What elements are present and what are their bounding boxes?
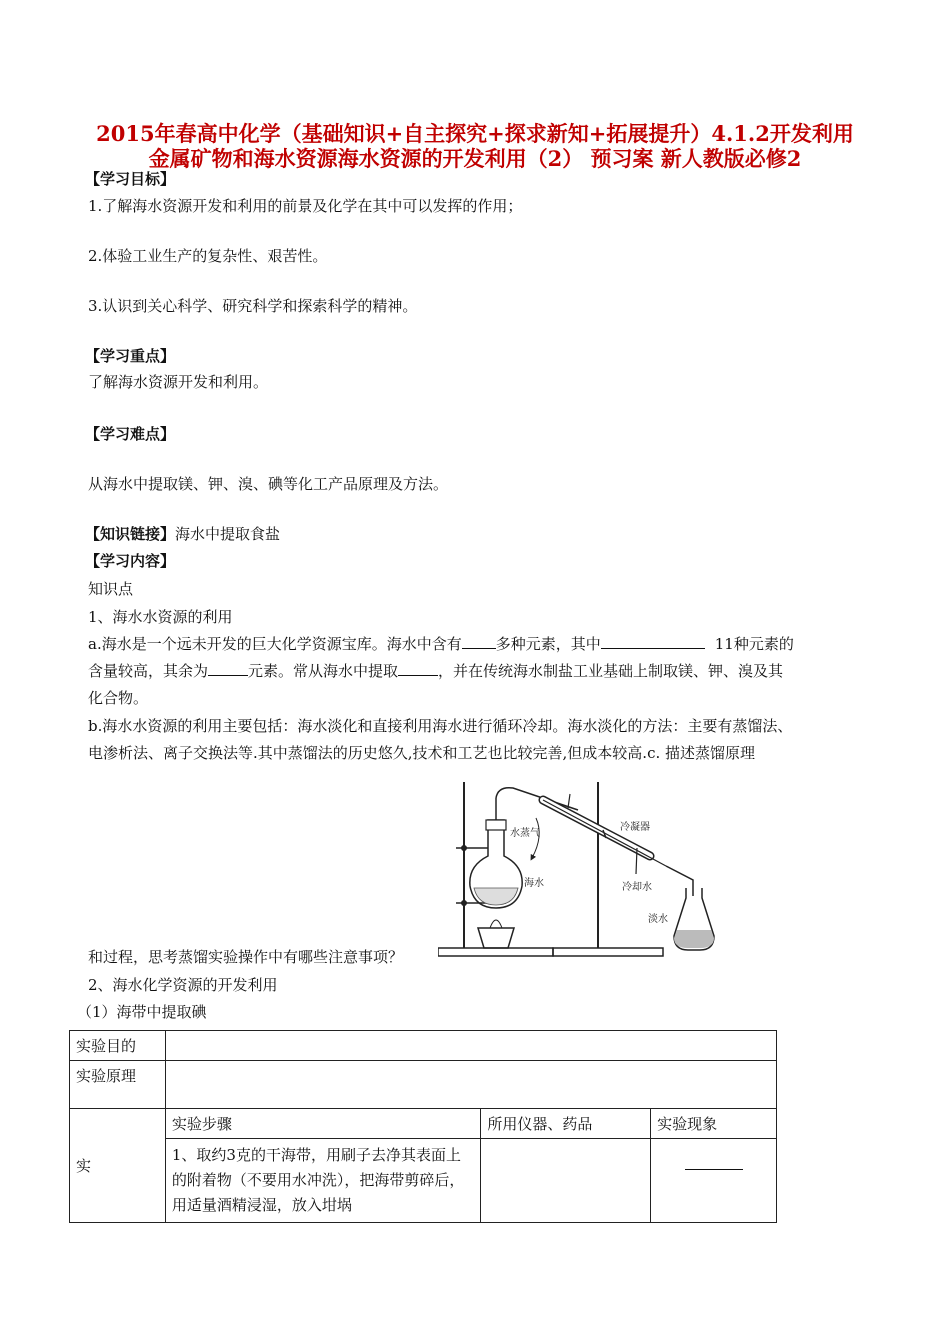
column-header-steps: 实验步骤 xyxy=(165,1109,480,1139)
table-row xyxy=(70,1061,777,1109)
table-row xyxy=(70,1031,777,1061)
principle-cell[interactable] xyxy=(165,1061,776,1109)
difficulty-text: 从海水中提取镁、钾、溴、碘等化工产品原理及方法。 xyxy=(88,475,449,493)
fill-blank[interactable] xyxy=(601,634,705,649)
paragraph-a-line-1: a.海水是一个远未开发的巨大化学资源宝库。海水中含有 多种元素，其中 11种元素的 xyxy=(88,635,794,653)
label-water-vapor: 水蒸气 xyxy=(510,828,540,839)
paragraph-a-line-2: 含量较高，其余为 元素。常从海水中提取 ，并在传统海水制盐工业基础上制取镁、钾、溴及其 xyxy=(88,662,784,680)
paragraph-b-line-2: 电渗析法、离子交换法等.其中蒸馏法的历史悠久,技术和工艺也比较完善,但成本较高.c. 描述蒸馏原理 xyxy=(88,744,756,762)
section-2-title: 2、海水化学资源的开发利用 xyxy=(88,976,278,994)
goal-item: 2.体验工业生产的复杂性、艰苦性。 xyxy=(88,247,328,265)
paragraph-a-line-3: 化合物。 xyxy=(88,689,149,707)
row-label-purpose: 实验目的 xyxy=(70,1031,166,1061)
focus-text: 了解海水资源开发和利用。 xyxy=(88,373,269,391)
fill-blank[interactable] xyxy=(462,634,496,649)
focus-heading: 【学习重点】 xyxy=(85,347,176,365)
link-text: 海水中提取食盐 xyxy=(175,525,281,543)
knowledge-point-label: 知识点 xyxy=(88,580,134,598)
difficulty-heading: 【学习难点】 xyxy=(85,425,176,443)
purpose-cell[interactable] xyxy=(165,1031,776,1061)
distillation-apparatus-diagram xyxy=(438,778,720,962)
row-label-principle: 实验原理 xyxy=(70,1061,166,1109)
label-seawater: 海水 xyxy=(524,878,544,889)
document-title-line-1: 2015年春高中化学（基础知识+自主探究+探求新知+拓展提升）4.1.2开发利用 xyxy=(96,121,854,146)
goal-item: 3.认识到关心科学、研究科学和探索科学的精神。 xyxy=(88,297,418,315)
knowledge-link xyxy=(85,524,280,544)
goals-heading: 【学习目标】 xyxy=(85,170,176,188)
table-row xyxy=(70,1109,777,1139)
equipment-cell[interactable] xyxy=(481,1139,651,1223)
table-row xyxy=(70,1139,777,1223)
label-fresh-water: 淡水 xyxy=(648,914,668,925)
label-condenser: 冷凝器 xyxy=(620,822,650,833)
paragraph-b-line-1: b.海水水资源的利用主要包括：海水淡化和直接利用海水进行循环冷却。海水淡化的方法：主要有蒸馏法、 xyxy=(88,717,793,735)
fill-blank[interactable] xyxy=(398,661,438,676)
phenomenon-cell[interactable] xyxy=(651,1139,777,1223)
goal-item: 1.了解海水资源开发和利用的前景及化学在其中可以发挥的作用； xyxy=(88,197,523,215)
step-1-text: 1、取约3克的干海带，用刷子去净其表面上的附着物（不要用水冲洗），把海带剪碎后，用适量酒精浸湿，放入坩埚 xyxy=(165,1139,480,1223)
dash-line xyxy=(685,1169,743,1170)
column-header-equipment: 所用仪器、药品 xyxy=(481,1109,651,1139)
fill-blank[interactable] xyxy=(208,661,248,676)
link-heading: 【知识链接】 xyxy=(85,525,176,543)
row-label-side: 实 xyxy=(70,1109,166,1223)
subsection-1-title: （1）海带中提取碘 xyxy=(77,1003,207,1021)
section-1-title: 1、海水水资源的利用 xyxy=(88,608,233,626)
label-cooling-water: 冷却水 xyxy=(622,882,652,893)
content-heading: 【学习内容】 xyxy=(85,552,176,570)
iodine-experiment-table xyxy=(69,1030,777,1223)
paragraph-c-tail: 和过程，思考蒸馏实验操作中有哪些注意事项？ xyxy=(88,948,404,966)
column-header-phenomenon: 实验现象 xyxy=(651,1109,777,1139)
document-title-line-2: 金属矿物和海水资源海水资源的开发利用（2） 预习案 新人教版必修2 xyxy=(148,146,802,171)
